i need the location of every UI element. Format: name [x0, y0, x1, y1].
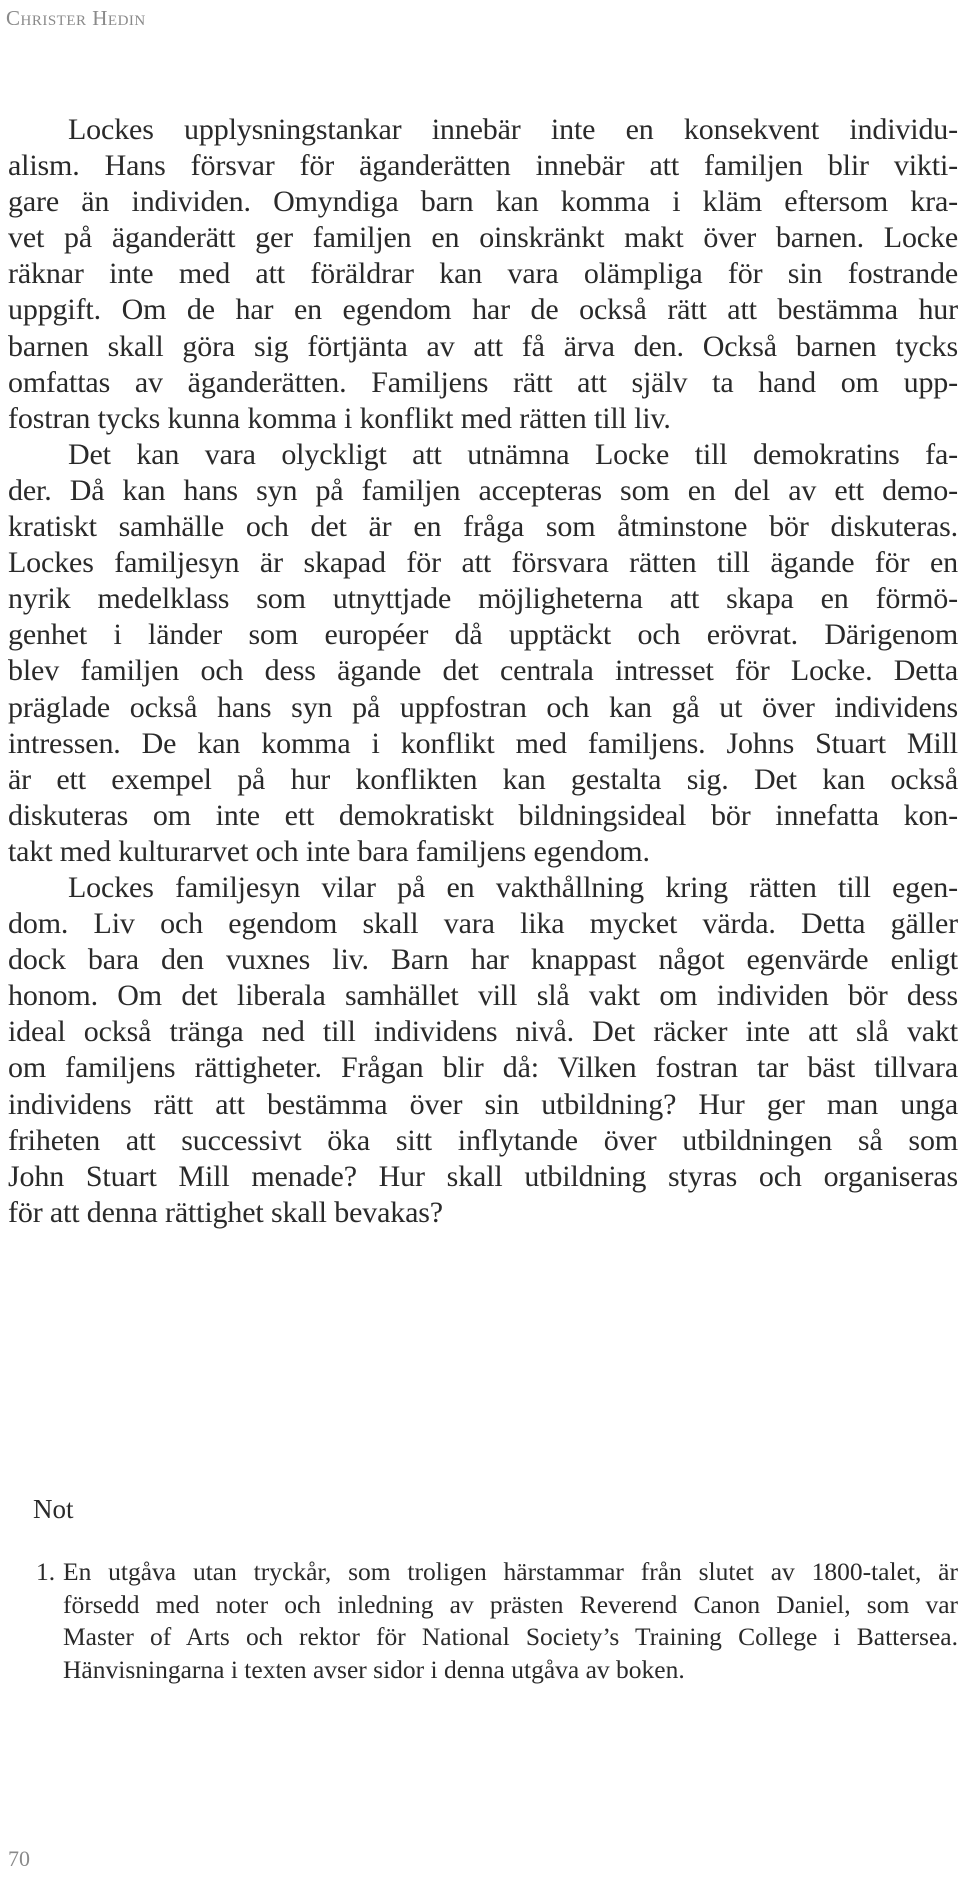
text-line: blev familjen och dess ägande det centrala intresset för Locke. Detta [8, 654, 958, 688]
notes-heading: Not [33, 1494, 74, 1524]
text-line: fostran tycks kunna komma i konflikt med rätten till liv. [8, 401, 671, 435]
body-text [8, 112, 958, 1231]
text-line: dom. Liv och egendom skall vara lika mycket värda. Detta gäller [8, 907, 958, 941]
text-line: för att denna rättighet skall bevakas? [8, 1195, 443, 1229]
text-line: ideal också tränga ned till individens nivå. Det räcker inte att slå vakt [8, 1015, 958, 1049]
text-line: friheten att successivt öka sitt inflytande över utbildningen så som [8, 1123, 958, 1157]
text-line: Lockes familjesyn vilar på en vakthållning kring rätten till egen- [68, 870, 958, 904]
text-line: kratiskt samhälle och det är en fråga som åtminstone bör diskuteras. [8, 510, 958, 544]
text-line: Det kan vara olyckligt att utnämna Locke till demokratins fa- [68, 437, 958, 471]
text-line: honom. Om det liberala samhället vill slå vakt om individen bör dess [8, 979, 958, 1013]
footnote-line [36, 1654, 958, 1687]
page-number: 70 [8, 1846, 30, 1871]
footnote-text: En utgåva utan tryckår, som troligen härstammar från slutet av 1800-talet, är [63, 1557, 958, 1586]
text-line: John Stuart Mill menade? Hur skall utbildning styras och organiseras [8, 1159, 958, 1193]
text-line: Lockes familjesyn är skapad för att försvara rätten till ägande för en [8, 546, 958, 580]
footnote-1 [36, 1556, 958, 1686]
text-line: diskuteras om inte ett demokratiskt bildningsideal bör innefatta kon- [8, 798, 958, 832]
text-line: omfattas av äganderätten. Familjens rätt att själv ta hand om upp- [8, 365, 958, 399]
footnote-number: 1. [36, 1557, 56, 1586]
footnote-text: Hänvisningarna i texten avser sidor i denna utgåva av boken. [63, 1654, 685, 1684]
footnote-line [36, 1589, 958, 1622]
text-line: präglade också hans syn på uppfostran och kan gå ut över individens [8, 690, 958, 724]
text-line: är ett exempel på hur konflikten kan gestalta sig. Det kan också [8, 762, 958, 796]
text-line: uppgift. Om de har en egendom har de också rätt att bestämma hur [8, 293, 958, 327]
footnote-text: Master of Arts och rektor för National Society’s Training College i Battersea. [63, 1622, 958, 1651]
running-head: Christer Hedin [6, 6, 146, 30]
footnote-text: försedd med noter och inledning av prästen Reverend Canon Daniel, som var [63, 1589, 958, 1619]
text-line: vet på äganderätt ger familjen en oinskränkt makt över barnen. Locke [8, 221, 958, 255]
text-line: Lockes upplysningstankar innebär inte en konsekvent individu- [68, 113, 958, 146]
text-line: dock bara den vuxnes liv. Barn har knappast något egenvärde enligt [8, 943, 958, 977]
text-line: genhet i länder som européer då upptäckt och erövrat. Därigenom [8, 618, 958, 652]
text-line: om familjens rättigheter. Frågan blir då: Vilken fostran tar bäst tillvara [8, 1051, 958, 1085]
text-line: alism. Hans försvar för äganderätten innebär att familjen blir vikti- [8, 149, 958, 183]
text-line: gare än individen. Omyndiga barn kan komma i kläm eftersom kra- [8, 185, 958, 219]
text-line: der. Då kan hans syn på familjen accepteras som en del av ett demo- [8, 473, 958, 507]
text-line: barnen skall göra sig förtjänta av att få ärva den. Också barnen tycks [8, 329, 958, 363]
text-line: intressen. De kan komma i konflikt med familjens. Johns Stuart Mill [8, 726, 958, 760]
footnote-line [36, 1621, 958, 1654]
text-line: takt med kulturarvet och inte bara familjens egendom. [8, 834, 650, 868]
text-line: nyrik medelklass som utnyttjade möjligheterna att skapa en förmö- [8, 582, 958, 616]
text-line: individens rätt att bestämma över sin utbildning? Hur ger man unga [8, 1087, 958, 1121]
footnote-line [36, 1556, 958, 1589]
text-line: räknar inte med att föräldrar kan vara olämpliga för sin fostrande [8, 257, 958, 291]
